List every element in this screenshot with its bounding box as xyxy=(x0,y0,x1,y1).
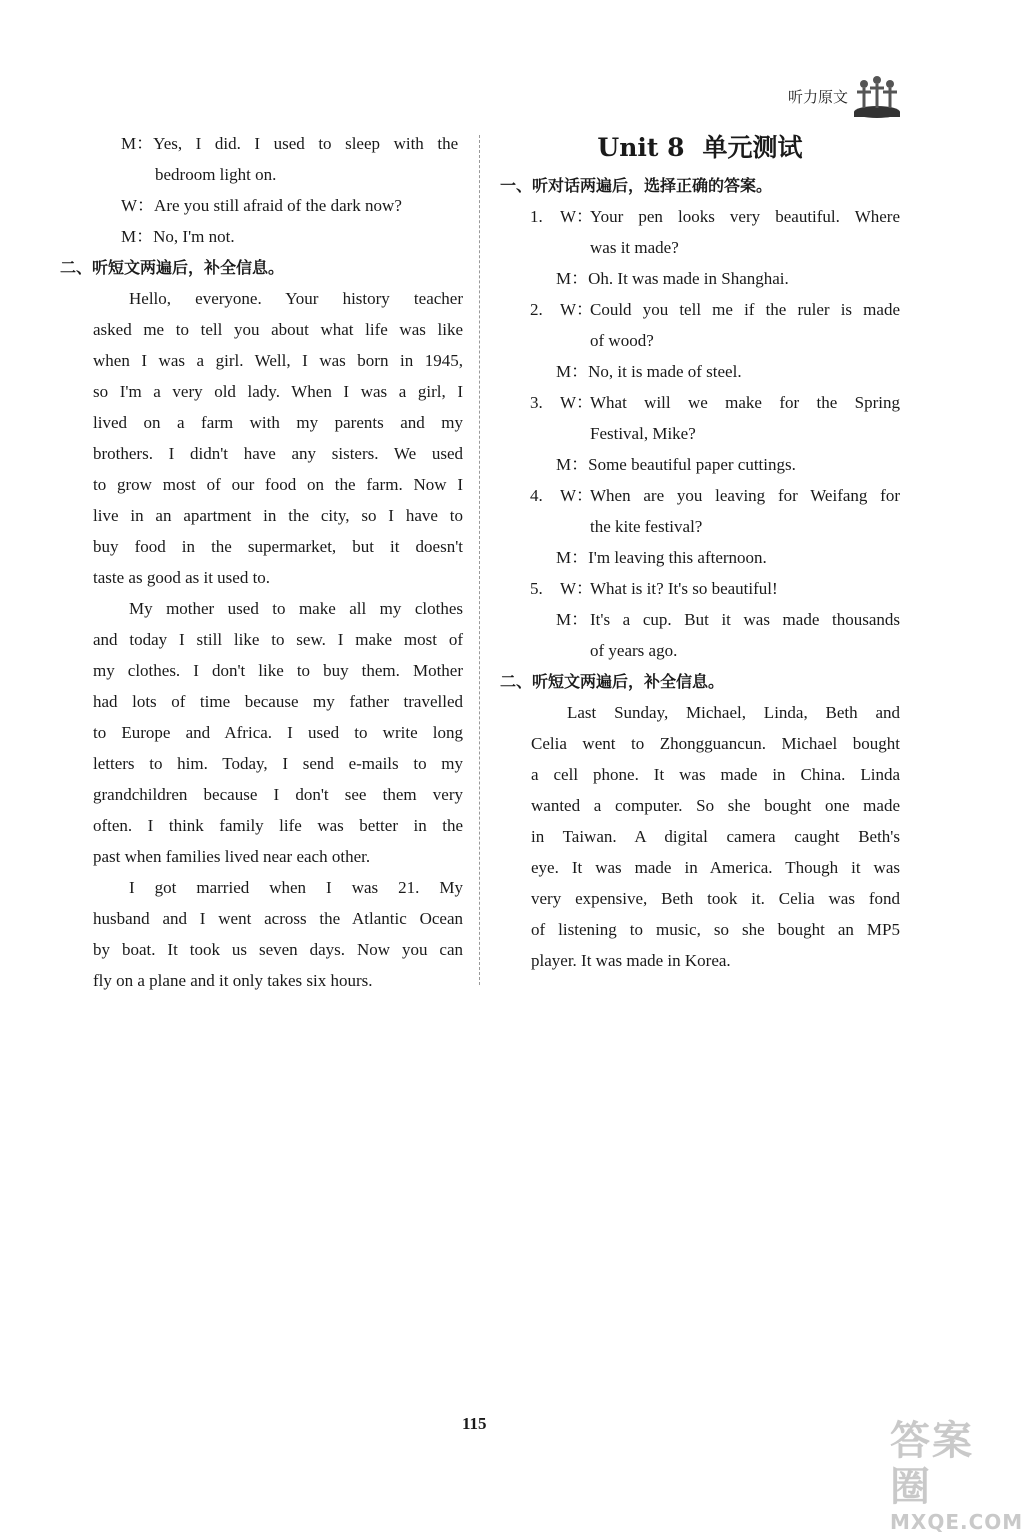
column-divider xyxy=(479,135,480,985)
text-line: very expensive, Beth took it. Celia was fond xyxy=(531,889,900,908)
text-line: husband and I went across the Atlantic Ocean xyxy=(93,909,463,928)
text-line: Last Sunday, Michael, Linda, Beth and xyxy=(567,703,900,722)
text-line: in Taiwan. A digital camera caught Beth's xyxy=(531,827,900,846)
page-number: 115 xyxy=(462,1414,487,1433)
text-line: eye. It was made in America. Though it was xyxy=(531,858,900,877)
watermark xyxy=(890,1418,1023,1534)
section-heading: 二、听短文两遍后，补全信息。 xyxy=(500,672,725,691)
text-line: to Europe and Africa. I used to write long xyxy=(93,723,463,742)
text-line: of wood? xyxy=(590,331,654,350)
text-line: taste as good as it used to. xyxy=(93,568,271,587)
answer-line: M： It's a cup. But it was made thousands xyxy=(556,610,900,629)
dialog-line-cont: bedroom light on. xyxy=(155,165,277,184)
text-line: grandchildren because I don't see them very xyxy=(93,785,463,804)
right-column xyxy=(500,128,900,976)
text-line: My mother used to make all my clothes xyxy=(129,599,463,618)
text-line: wanted a computer. So she bought one made xyxy=(531,796,900,815)
text-line: my clothes. I don't like to buy them. Mother xyxy=(93,661,463,680)
text-line: Hello, everyone. Your history teacher xyxy=(129,289,463,308)
text-line: and today I still like to sew. I make most of xyxy=(93,630,463,649)
text-line: lived on a farm with my parents and my xyxy=(93,413,463,432)
text-line: of listening to music, so she bought an MP5 xyxy=(531,920,900,939)
section-heading: 一、听对话两遍后，选择正确的答案。 xyxy=(500,176,773,195)
text-line: past when families lived near each other. xyxy=(93,847,371,866)
text-line: player. It was made in Korea. xyxy=(531,951,731,970)
watermark-text: 答案圈 xyxy=(890,1418,974,1510)
answer-line: M：I'm leaving this afternoon. xyxy=(556,548,767,567)
dialog-line: W：Are you still afraid of the dark now? xyxy=(121,196,402,215)
text-line: buy food in the supermarket, but it doesn't xyxy=(93,537,463,556)
question-item: 2. W： Could you tell me if the ruler is made xyxy=(530,300,900,319)
text-line: so I'm a very old lady. When I was a girl, I xyxy=(93,382,463,401)
text-line: brothers. I didn't have any sisters. We used xyxy=(93,444,463,463)
text-line: to grow most of our food on the farm. Now I xyxy=(93,475,463,494)
text-line: had lots of time because my father travelled xyxy=(93,692,463,711)
text-line: fly on a plane and it only takes six hours. xyxy=(93,971,373,990)
text-line: live in an apartment in the city, so I have to xyxy=(93,506,463,525)
unit-title: Unit 8 单元测试 xyxy=(597,133,803,162)
dialog-line: M：No, I'm not. xyxy=(121,227,235,246)
passage xyxy=(500,697,900,976)
text-line: was it made? xyxy=(590,238,679,257)
text-line: letters to him. Today, I send e-mails to my xyxy=(93,754,463,773)
answer-line: M：Oh. It was made in Shanghai. xyxy=(556,269,789,288)
text-line: often. I think family life was better in the xyxy=(93,816,463,835)
text-line: by boat. It took us seven days. Now you can xyxy=(93,940,463,959)
text-line: a cell phone. It was made in China. Linda xyxy=(531,765,900,784)
text-line: the kite festival? xyxy=(590,517,703,536)
text-line: asked me to tell you about what life was like xyxy=(93,320,463,339)
dialog-line: M：Yes, I did. I used to sleep with the xyxy=(121,134,459,153)
text-line: Celia went to Zhongguancun. Michael bought xyxy=(531,734,900,753)
answer-line: M：No, it is made of steel. xyxy=(556,362,742,381)
text-line: I got married when I was 21. My xyxy=(129,878,463,897)
text-line: when I was a girl. Well, I was born in 1945, xyxy=(93,351,463,370)
section-heading: 二、听短文两遍后，补全信息。 xyxy=(60,258,285,277)
question-item: 3. W： What will we make for the Spring xyxy=(530,393,900,412)
people-logo-icon xyxy=(852,72,902,120)
text-line: Festival, Mike? xyxy=(590,424,696,443)
question-item: 1. W： Your pen looks very beautiful. Where xyxy=(530,207,900,226)
answer-line: M：Some beautiful paper cuttings. xyxy=(556,455,796,474)
left-column xyxy=(60,128,463,996)
text-line: of years ago. xyxy=(590,641,678,660)
header-label: 听力原文 xyxy=(788,88,849,106)
watermark-url: MXQE.COM xyxy=(890,1510,1023,1534)
question-item: 4. W： When are you leaving for Weifang for xyxy=(530,486,900,505)
question-item: 5. W： What is it? It's so beautiful! xyxy=(530,579,778,598)
